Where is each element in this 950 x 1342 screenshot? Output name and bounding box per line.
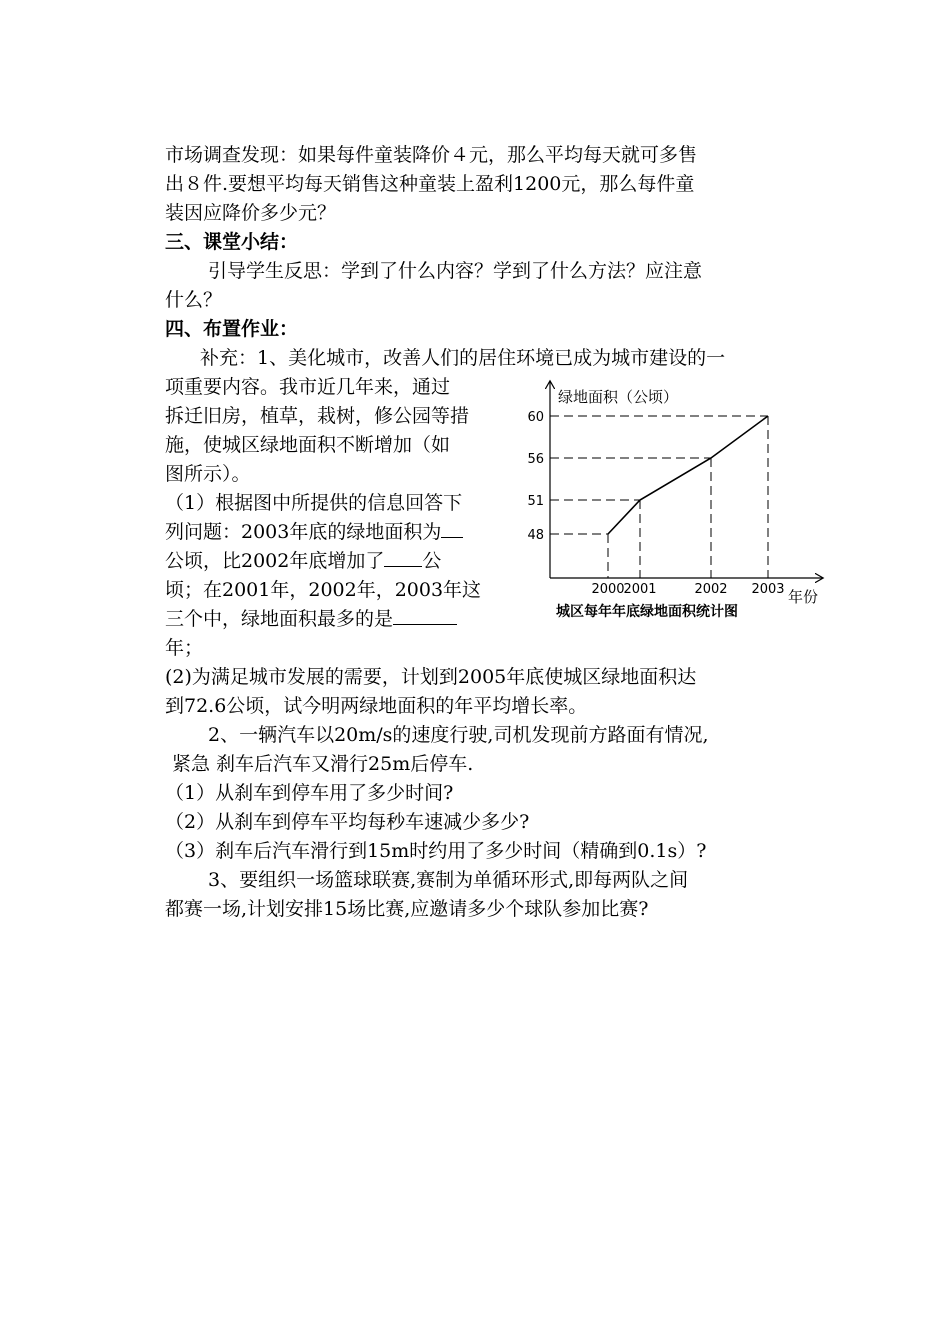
paragraph-line: 图所示）。 [165, 463, 251, 485]
paragraph-line: 2、一辆汽车以20m/s的速度行驶,司机发现前方路面有情况, [208, 724, 709, 746]
x-tick-label: 2001 [623, 582, 657, 597]
y-tick-label: 60 [527, 410, 544, 425]
paragraph-line: 拆迁旧房，植草，栽树，修公园等措 [165, 405, 470, 427]
paragraph-line: 3、要组织一场篮球联赛,赛制为单循环形式,即每两队之间 [208, 869, 689, 891]
paragraph-line: 顷；在2001年，2002年，2003年这 [165, 579, 482, 601]
question-text: 三个中，绿地面积最多的是 [165, 608, 394, 630]
paragraph-line: 项重要内容。我市近几年来，通过 [165, 376, 451, 398]
question-text: 公 [422, 550, 442, 572]
paragraph-line: 紧急 刹车后汽车又滑行25m后停车. [172, 753, 474, 775]
paragraph-line [165, 547, 441, 575]
section-heading-homework: 四、布置作业： [165, 318, 299, 340]
answer-blank[interactable] [393, 606, 457, 625]
y-tick-label: 51 [527, 494, 544, 509]
paragraph-line: 引导学生反思：学到了什么内容？学到了什么方法？应注意 [208, 260, 703, 282]
paragraph-line: 出８件.要想平均每天销售这种童装上盈利1200元，那么每件童 [165, 173, 695, 195]
x-tick-label: 2000 [591, 582, 625, 597]
answer-blank[interactable] [384, 548, 422, 567]
paragraph-line: 施，使城区绿地面积不断增加（如 [165, 434, 451, 456]
section-heading-summary: 三、课堂小结： [165, 231, 299, 253]
paragraph-line: （3）刹车后汽车滑行到15m时约用了多少时间（精确到0.1s）? [165, 840, 707, 862]
x-axis-label: 年份 [788, 588, 819, 606]
question-text: 公顷，比2002年底增加了 [165, 550, 385, 572]
paragraph-line: 装因应降价多少元？ [165, 202, 337, 224]
question-text: 列问题：2003年底的绿地面积为 [165, 521, 442, 543]
chart-title: 城区每年年底绿地面积统计图 [556, 604, 738, 620]
paragraph-line: 补充：1、美化城市，改善人们的居住环境已成为城市建设的一 [200, 347, 726, 369]
paragraph-line: （1）从刹车到停车用了多少时间? [165, 782, 454, 804]
y-tick-label: 48 [527, 528, 544, 543]
paragraph-line: 都赛一场,计划安排15场比赛,应邀请多少个球队参加比赛? [165, 898, 649, 920]
paragraph-line: 年； [165, 637, 204, 659]
green-area-line-chart [522, 376, 832, 626]
paragraph-line [165, 605, 457, 633]
y-axis-label: 绿地面积（公顷） [558, 388, 679, 406]
x-tick-label: 2003 [751, 582, 785, 597]
series-line [608, 416, 768, 534]
paragraph-line [165, 518, 463, 546]
paragraph-line: （1）根据图中所提供的信息回答下 [165, 492, 463, 514]
paragraph-line: 市场调查发现：如果每件童装降价４元，那么平均每天就可多售 [165, 144, 698, 166]
paragraph-line: 什么？ [165, 289, 223, 311]
paragraph-line: 到72.6公顷，试今明两绿地面积的年平均增长率。 [165, 695, 588, 717]
paragraph-line: （2）从刹车到停车平均每秒车速减少多少? [165, 811, 530, 833]
answer-blank[interactable] [441, 519, 463, 538]
paragraph-line: (2)为满足城市发展的需要，计划到2005年底使城区绿地面积达 [165, 666, 697, 688]
x-tick-label: 2002 [694, 582, 728, 597]
y-tick-label: 56 [527, 452, 544, 467]
